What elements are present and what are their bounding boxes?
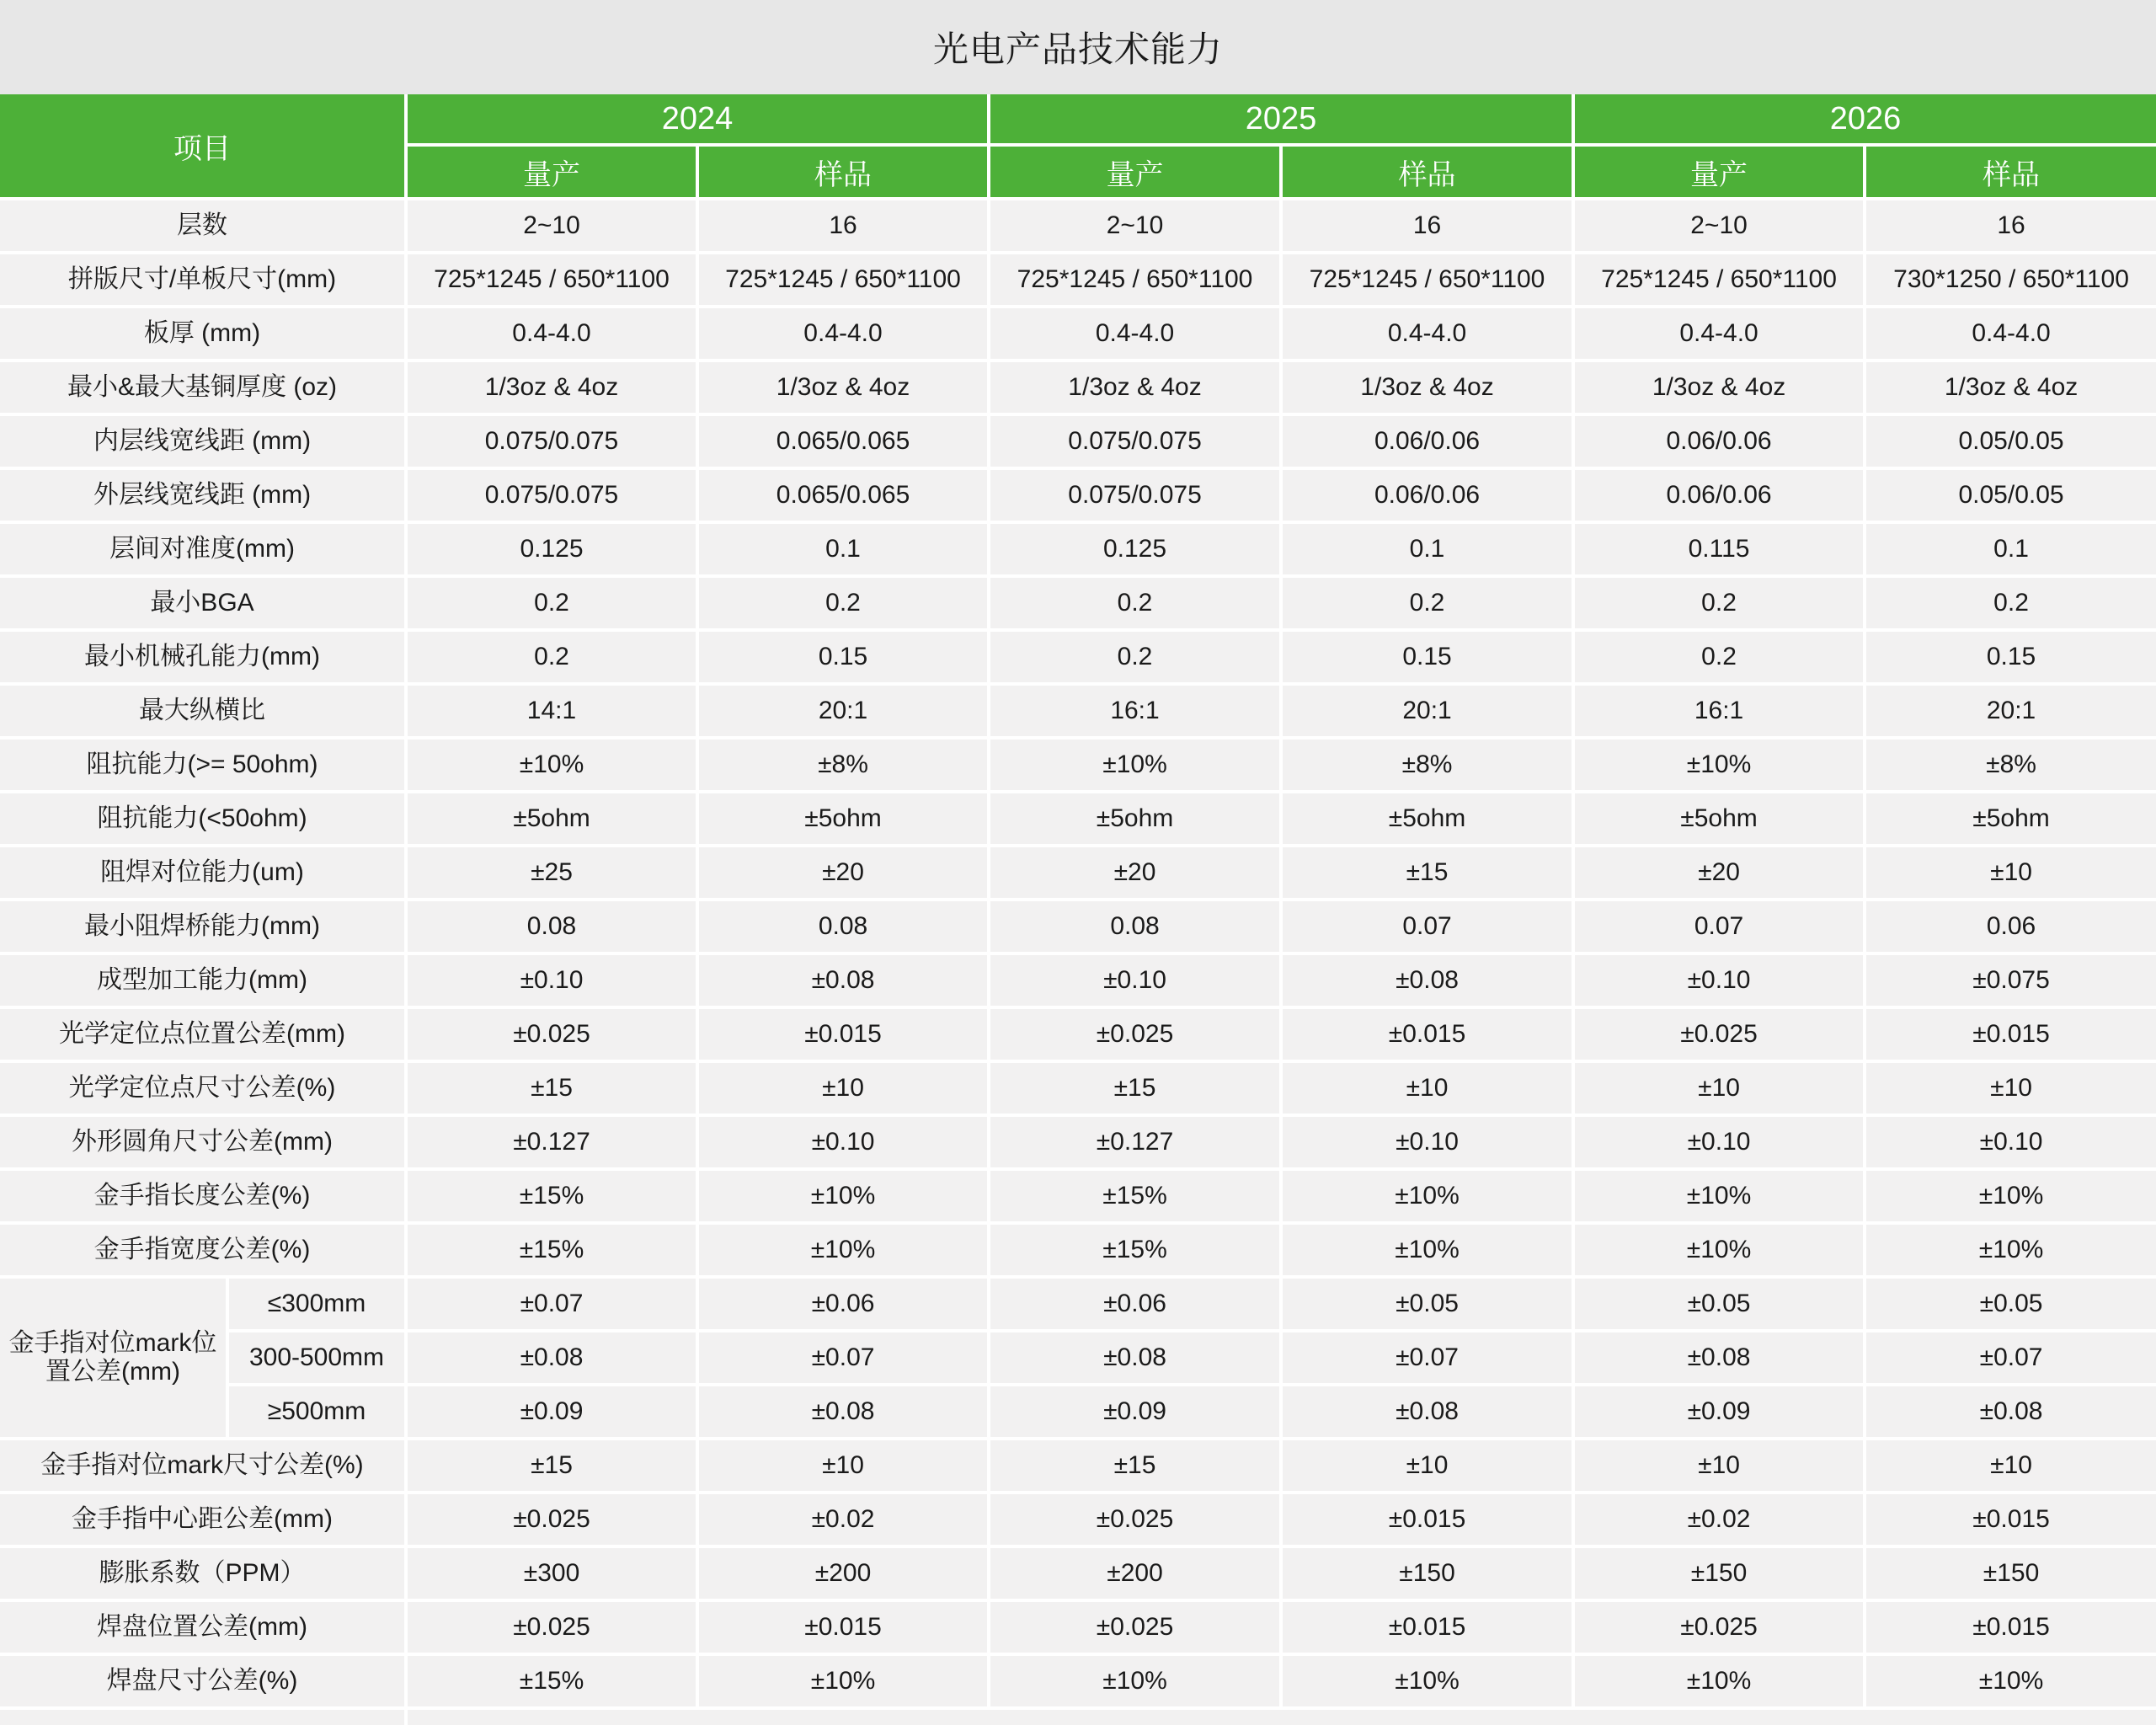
value-cell: 0.4-4.0 <box>1865 307 2156 360</box>
value-cell: ±0.06 <box>697 1277 989 1331</box>
table-row <box>0 684 2156 738</box>
row-label: 光学定位点尺寸公差(%) <box>0 1061 406 1115</box>
value-cell: ±10% <box>1573 738 1865 792</box>
subheader-mass-production: 量产 <box>1573 145 1865 199</box>
value-cell: ±10% <box>989 738 1281 792</box>
value-cell: ±0.08 <box>697 1385 989 1439</box>
value-cell: ±10% <box>1865 1654 2156 1708</box>
value-cell: 16:1 <box>989 684 1281 738</box>
value-cell: 725*1245 / 650*1100 <box>697 253 989 307</box>
value-cell: ±10% <box>1281 1223 1573 1277</box>
table-row <box>0 468 2156 522</box>
value-cell: ±0.08 <box>406 1331 697 1385</box>
value-cell: ±0.015 <box>1865 1600 2156 1654</box>
value-cell: 0.4-4.0 <box>1281 307 1573 360</box>
value-cell: 0.08 <box>406 900 697 953</box>
value-cell: 0.05/0.05 <box>1865 468 2156 522</box>
row-label: 光学定位点位置公差(mm) <box>0 1007 406 1061</box>
table-row <box>0 1385 2156 1439</box>
value-cell: ±0.08 <box>1865 1385 2156 1439</box>
value-cell: ±0.025 <box>989 1007 1281 1061</box>
value-cell: ±0.10 <box>989 953 1281 1007</box>
value-cell: ±0.075 <box>1865 953 2156 1007</box>
row-label <box>0 1708 406 1725</box>
value-cell: 0.075/0.075 <box>406 414 697 468</box>
value-cell: 1/3oz & 4oz <box>1573 360 1865 414</box>
value-cell: 0.05/0.05 <box>1865 414 2156 468</box>
row-label: 金手指中心距公差(mm) <box>0 1493 406 1546</box>
value-cell: 0.065/0.065 <box>697 468 989 522</box>
value-cell: ±0.08 <box>1573 1331 1865 1385</box>
value-cell: ±15% <box>406 1169 697 1223</box>
value-cell: ±0.10 <box>1573 1115 1865 1169</box>
value-cell: ±10% <box>406 738 697 792</box>
value-cell: ±0.10 <box>1865 1115 2156 1169</box>
table-row <box>0 1600 2156 1654</box>
table-row <box>0 307 2156 360</box>
value-cell: 16 <box>697 199 989 253</box>
row-label: 金手指宽度公差(%) <box>0 1223 406 1277</box>
value-cell: 1/3oz & 4oz <box>1281 360 1573 414</box>
value-cell: ±0.127 <box>989 1115 1281 1169</box>
value-cell: 0.125 <box>989 522 1281 576</box>
value-cell: 0.1 <box>1281 522 1573 576</box>
value-cell: 1/3oz & 4oz <box>697 360 989 414</box>
value-cell: ±0.05 <box>1281 1277 1573 1331</box>
table-row <box>0 360 2156 414</box>
value-cell: ±0.10 <box>406 953 697 1007</box>
value-cell: ±5ohm <box>406 792 697 846</box>
value-cell: 0.06/0.06 <box>1573 414 1865 468</box>
value-cell: ±10% <box>989 1654 1281 1708</box>
value-cell: 0.115 <box>1573 522 1865 576</box>
row-label: 内层线宽线距 (mm) <box>0 414 406 468</box>
row-label: 金手指长度公差(%) <box>0 1169 406 1223</box>
value-cell: 1/3oz & 4oz <box>1865 360 2156 414</box>
value-cell: 0.06/0.06 <box>1573 468 1865 522</box>
row-label: 最大纵横比 <box>0 684 406 738</box>
value-cell: ±0.08 <box>989 1331 1281 1385</box>
table-row <box>0 1061 2156 1115</box>
value-cell: ±10 <box>1573 1061 1865 1115</box>
value-cell: 1/3oz & 4oz <box>989 360 1281 414</box>
value-cell: 0.1 <box>1865 522 2156 576</box>
value-cell: ±0.025 <box>406 1493 697 1546</box>
value-cell: ±20 <box>697 846 989 900</box>
row-label: 最小阻焊桥能力(mm) <box>0 900 406 953</box>
value-cell: ±200 <box>989 1546 1281 1600</box>
value-cell: 0.08 <box>697 900 989 953</box>
subheader-mass-production: 量产 <box>989 145 1281 199</box>
value-cell: ±0.07 <box>406 1277 697 1331</box>
row-label: 层间对准度(mm) <box>0 522 406 576</box>
value-cell: ±25 <box>406 846 697 900</box>
value-cell: ±8% <box>1865 738 2156 792</box>
value-cell: 1/3oz & 4oz <box>406 360 697 414</box>
value-cell: ±10 <box>1865 1439 2156 1493</box>
value-cell <box>406 1708 2156 1725</box>
value-cell: 725*1245 / 650*1100 <box>406 253 697 307</box>
value-cell: 16 <box>1281 199 1573 253</box>
value-cell: ±10 <box>1281 1061 1573 1115</box>
value-cell: 0.4-4.0 <box>1573 307 1865 360</box>
value-cell: ±10% <box>697 1169 989 1223</box>
year-header-2026: 2026 <box>1573 94 2156 145</box>
row-label: 阻抗能力(<50ohm) <box>0 792 406 846</box>
year-header-2024: 2024 <box>406 94 989 145</box>
value-cell: 0.2 <box>1573 630 1865 684</box>
row-label: 阻抗能力(>= 50ohm) <box>0 738 406 792</box>
value-cell: ±0.09 <box>406 1385 697 1439</box>
table-row <box>0 1115 2156 1169</box>
value-cell: ±0.015 <box>1281 1600 1573 1654</box>
value-cell: 725*1245 / 650*1100 <box>1573 253 1865 307</box>
value-cell: ±150 <box>1573 1546 1865 1600</box>
value-cell: 725*1245 / 650*1100 <box>989 253 1281 307</box>
row-label: 外层线宽线距 (mm) <box>0 468 406 522</box>
value-cell: ±0.10 <box>697 1115 989 1169</box>
value-cell: ±10% <box>1573 1223 1865 1277</box>
value-cell: ±0.015 <box>697 1600 989 1654</box>
table-row <box>0 576 2156 630</box>
table-row <box>0 1546 2156 1600</box>
value-cell: 0.075/0.075 <box>989 468 1281 522</box>
value-cell: ±0.05 <box>1573 1277 1865 1331</box>
table-row <box>0 1439 2156 1493</box>
table-row <box>0 1493 2156 1546</box>
value-cell: ±0.07 <box>1281 1331 1573 1385</box>
value-cell: ±0.015 <box>1281 1007 1573 1061</box>
value-cell: ±0.025 <box>406 1600 697 1654</box>
value-cell: ±0.025 <box>989 1493 1281 1546</box>
header-project-label: 项目 <box>0 94 406 199</box>
value-cell: ±0.025 <box>406 1007 697 1061</box>
value-cell: ±5ohm <box>1281 792 1573 846</box>
value-cell: ±0.09 <box>989 1385 1281 1439</box>
row-label: 层数 <box>0 199 406 253</box>
value-cell: 0.4-4.0 <box>697 307 989 360</box>
value-cell: ±0.10 <box>1573 953 1865 1007</box>
value-cell: ±8% <box>697 738 989 792</box>
value-cell: ±10% <box>1281 1654 1573 1708</box>
row-label: 最小机械孔能力(mm) <box>0 630 406 684</box>
table-row <box>0 522 2156 576</box>
value-cell: 0.2 <box>1573 576 1865 630</box>
value-cell: ±10 <box>1281 1439 1573 1493</box>
row-sub-label: ≤300mm <box>227 1277 406 1331</box>
value-cell: 0.06/0.06 <box>1281 414 1573 468</box>
value-cell: ±10 <box>697 1439 989 1493</box>
value-cell: 0.15 <box>1281 630 1573 684</box>
value-cell: 16 <box>1865 199 2156 253</box>
value-cell: ±10% <box>1573 1654 1865 1708</box>
row-label: 阻焊对位能力(um) <box>0 846 406 900</box>
value-cell: 20:1 <box>697 684 989 738</box>
value-cell: ±150 <box>1281 1546 1573 1600</box>
table-row <box>0 253 2156 307</box>
value-cell: ±0.06 <box>989 1277 1281 1331</box>
value-cell: ±0.09 <box>1573 1385 1865 1439</box>
value-cell: 0.1 <box>697 522 989 576</box>
value-cell: ±15% <box>989 1223 1281 1277</box>
value-cell: ±5ohm <box>1865 792 2156 846</box>
value-cell: 0.15 <box>697 630 989 684</box>
value-cell: 0.07 <box>1573 900 1865 953</box>
value-cell: ±0.07 <box>697 1331 989 1385</box>
value-cell: ±0.07 <box>1865 1331 2156 1385</box>
value-cell: ±15% <box>406 1654 697 1708</box>
value-cell: 0.2 <box>989 630 1281 684</box>
row-sub-label: 300-500mm <box>227 1331 406 1385</box>
value-cell: ±15 <box>989 1061 1281 1115</box>
value-cell: ±20 <box>1573 846 1865 900</box>
value-cell: 0.15 <box>1865 630 2156 684</box>
value-cell: ±10% <box>1281 1169 1573 1223</box>
table-row <box>0 1223 2156 1277</box>
table-row <box>0 1654 2156 1708</box>
value-cell: ±0.08 <box>1281 1385 1573 1439</box>
row-sub-label: ≥500mm <box>227 1385 406 1439</box>
table-body <box>0 199 2156 1725</box>
value-cell: 0.2 <box>406 630 697 684</box>
value-cell: 730*1250 / 650*1100 <box>1865 253 2156 307</box>
value-cell: 2~10 <box>1573 199 1865 253</box>
row-label: 金手指对位mark尺寸公差(%) <box>0 1439 406 1493</box>
value-cell: ±150 <box>1865 1546 2156 1600</box>
value-cell: 0.2 <box>989 576 1281 630</box>
value-cell: ±15 <box>406 1439 697 1493</box>
value-cell: 16:1 <box>1573 684 1865 738</box>
table-row <box>0 1169 2156 1223</box>
table-row <box>0 1007 2156 1061</box>
value-cell: 0.07 <box>1281 900 1573 953</box>
value-cell: 14:1 <box>406 684 697 738</box>
value-cell: ±15 <box>1281 846 1573 900</box>
value-cell: ±10 <box>1865 846 2156 900</box>
table-row <box>0 738 2156 792</box>
value-cell: ±10% <box>1573 1169 1865 1223</box>
title-bar <box>0 0 2156 94</box>
row-label: 成型加工能力(mm) <box>0 953 406 1007</box>
value-cell: ±0.10 <box>1281 1115 1573 1169</box>
value-cell: ±5ohm <box>1573 792 1865 846</box>
row-label: 焊盘尺寸公差(%) <box>0 1654 406 1708</box>
value-cell: 0.2 <box>1865 576 2156 630</box>
value-cell: 0.075/0.075 <box>406 468 697 522</box>
value-cell: ±15% <box>406 1223 697 1277</box>
value-cell: ±10 <box>1573 1439 1865 1493</box>
header-year-row <box>0 94 2156 145</box>
value-cell: 0.075/0.075 <box>989 414 1281 468</box>
value-cell: ±15 <box>989 1439 1281 1493</box>
value-cell: ±0.127 <box>406 1115 697 1169</box>
value-cell: ±0.015 <box>697 1007 989 1061</box>
row-label: 拼版尺寸/单板尺寸(mm) <box>0 253 406 307</box>
value-cell: ±0.05 <box>1865 1277 2156 1331</box>
value-cell: 20:1 <box>1281 684 1573 738</box>
value-cell: ±10 <box>1865 1061 2156 1115</box>
value-cell: ±0.015 <box>1865 1007 2156 1061</box>
value-cell: ±300 <box>406 1546 697 1600</box>
value-cell: 2~10 <box>989 199 1281 253</box>
row-label: 焊盘位置公差(mm) <box>0 1600 406 1654</box>
value-cell: ±0.025 <box>1573 1600 1865 1654</box>
value-cell: 0.065/0.065 <box>697 414 989 468</box>
value-cell: 0.2 <box>406 576 697 630</box>
table-row <box>0 1277 2156 1331</box>
table-row <box>0 792 2156 846</box>
value-cell: ±0.08 <box>697 953 989 1007</box>
value-cell: ±10 <box>697 1061 989 1115</box>
value-cell: 0.06/0.06 <box>1281 468 1573 522</box>
value-cell: 0.2 <box>1281 576 1573 630</box>
page-title: 光电产品技术能力 <box>932 29 1223 69</box>
capability-table <box>0 94 2156 1725</box>
value-cell: ±10% <box>697 1654 989 1708</box>
value-cell: 0.08 <box>989 900 1281 953</box>
value-cell: ±10% <box>1865 1169 2156 1223</box>
row-label: 板厚 (mm) <box>0 307 406 360</box>
value-cell: ±0.025 <box>989 1600 1281 1654</box>
partial-row <box>0 1708 2156 1725</box>
value-cell: ±5ohm <box>989 792 1281 846</box>
value-cell: 0.2 <box>697 576 989 630</box>
value-cell: ±0.015 <box>1865 1493 2156 1546</box>
value-cell: 0.125 <box>406 522 697 576</box>
value-cell: ±10% <box>697 1223 989 1277</box>
table-row <box>0 846 2156 900</box>
subheader-mass-production: 量产 <box>406 145 697 199</box>
value-cell: ±0.015 <box>1281 1493 1573 1546</box>
row-label: 膨胀系数（PPM） <box>0 1546 406 1600</box>
value-cell: ±15% <box>989 1169 1281 1223</box>
table-row <box>0 953 2156 1007</box>
subheader-sample: 样品 <box>697 145 989 199</box>
table-row <box>0 414 2156 468</box>
year-header-2025: 2025 <box>989 94 1573 145</box>
table-row <box>0 199 2156 253</box>
table-row <box>0 1331 2156 1385</box>
value-cell: ±5ohm <box>697 792 989 846</box>
row-label: 最小&最大基铜厚度 (oz) <box>0 360 406 414</box>
value-cell: ±10% <box>1865 1223 2156 1277</box>
value-cell: ±20 <box>989 846 1281 900</box>
value-cell: ±200 <box>697 1546 989 1600</box>
row-group-label: 金手指对位mark位置公差(mm) <box>0 1277 227 1439</box>
value-cell: 725*1245 / 650*1100 <box>1281 253 1573 307</box>
value-cell: ±0.08 <box>1281 953 1573 1007</box>
row-label: 最小BGA <box>0 576 406 630</box>
value-cell: ±15 <box>406 1061 697 1115</box>
row-label: 外形圆角尺寸公差(mm) <box>0 1115 406 1169</box>
table-row <box>0 900 2156 953</box>
subheader-sample: 样品 <box>1865 145 2156 199</box>
subheader-sample: 样品 <box>1281 145 1573 199</box>
table-row <box>0 630 2156 684</box>
value-cell: 0.06 <box>1865 900 2156 953</box>
value-cell: 0.4-4.0 <box>406 307 697 360</box>
value-cell: 2~10 <box>406 199 697 253</box>
value-cell: 20:1 <box>1865 684 2156 738</box>
value-cell: ±0.025 <box>1573 1007 1865 1061</box>
value-cell: ±0.02 <box>1573 1493 1865 1546</box>
value-cell: 0.4-4.0 <box>989 307 1281 360</box>
value-cell: ±0.02 <box>697 1493 989 1546</box>
value-cell: ±8% <box>1281 738 1573 792</box>
